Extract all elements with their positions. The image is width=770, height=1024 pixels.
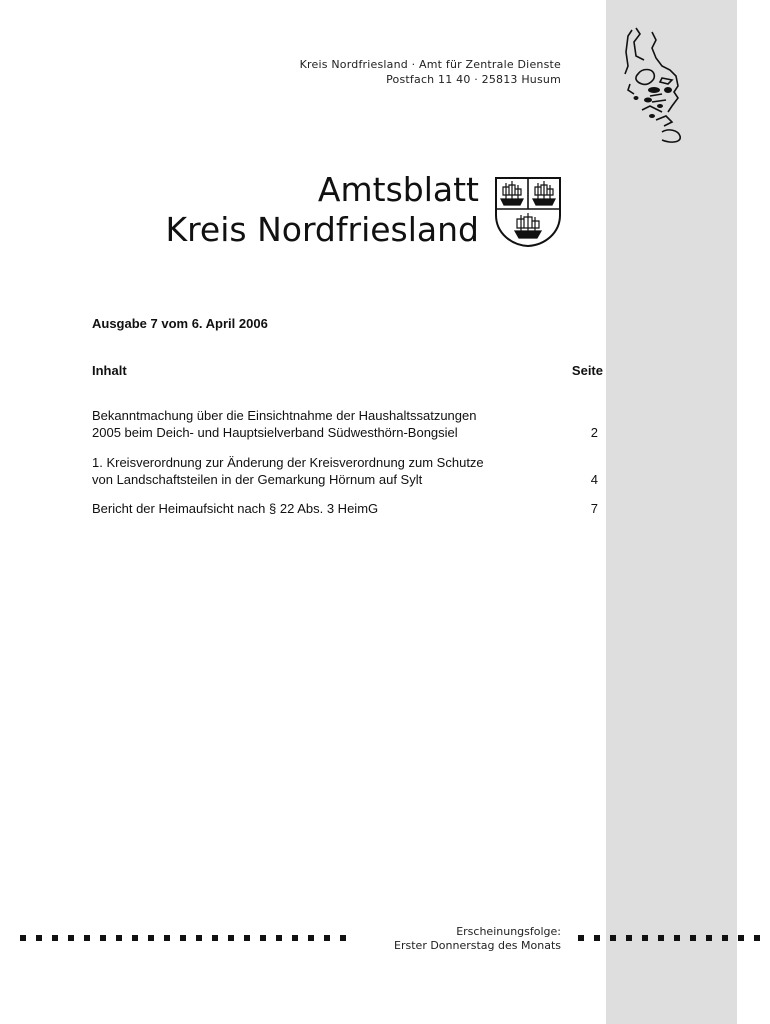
- square-bullet: [658, 935, 664, 941]
- square-bullet: [738, 935, 744, 941]
- square-bullet: [84, 935, 90, 941]
- square-bullet: [690, 935, 696, 941]
- square-bullet: [68, 935, 74, 941]
- footer-line-1: Erscheinungsfolge:: [456, 925, 561, 938]
- toc-entry-line: von Landschaftsteilen in der Gemarkung Hörnum auf Sylt: [92, 472, 423, 487]
- footer-line-2: Erster Donnerstag des Monats: [394, 939, 561, 952]
- coat-of-arms-icon: [493, 175, 563, 248]
- toc-entry[interactable]: [92, 454, 598, 488]
- square-bullet: [276, 935, 282, 941]
- square-bullet: [244, 935, 250, 941]
- square-bullet: [212, 935, 218, 941]
- square-bullet: [196, 935, 202, 941]
- toc-page-heading: Seite: [571, 363, 603, 378]
- sender-line-1: Kreis Nordfriesland · Amt für Zentrale Dienste: [299, 58, 561, 71]
- square-bullet: [324, 935, 330, 941]
- square-bullet: [722, 935, 728, 941]
- title-line-1: Amtsblatt: [317, 170, 479, 209]
- sender-address: [300, 57, 561, 87]
- square-bullet: [594, 935, 600, 941]
- grey-side-band: [606, 0, 737, 1024]
- square-bullet: [116, 935, 122, 941]
- square-bullet: [132, 935, 138, 941]
- toc-entry-line: Bericht der Heimaufsicht nach § 22 Abs. 3 HeimG: [92, 501, 379, 516]
- square-bullet: [100, 935, 106, 941]
- toc-entry-line: 2005 beim Deich- und Hauptsielverband Südwesthörn-Bongsiel: [92, 425, 458, 440]
- toc-entry-line: Bekanntmachung über die Einsichtnahme der Haushaltssatzungen: [92, 408, 477, 423]
- toc-entry-page: 4: [590, 472, 598, 487]
- issue-line: Ausgabe 7 vom 6. April 2006: [92, 316, 268, 331]
- square-bullet: [20, 935, 26, 941]
- document-title: [165, 170, 479, 250]
- square-bullet: [754, 935, 760, 941]
- square-bullet: [164, 935, 170, 941]
- title-line-2: Kreis Nordfriesland: [165, 210, 479, 249]
- square-bullet: [706, 935, 712, 941]
- square-bullet: [308, 935, 314, 941]
- square-bullet: [148, 935, 154, 941]
- toc-header: [92, 363, 603, 378]
- square-bullet: [610, 935, 616, 941]
- square-bullet: [36, 935, 42, 941]
- square-bullet: [340, 935, 346, 941]
- toc-entry-line: 1. Kreisverordnung zur Änderung der Kreisverordnung zum Schutze: [92, 455, 484, 470]
- toc-entry-page: 2: [590, 425, 598, 440]
- square-bullet: [260, 935, 266, 941]
- square-bullet: [578, 935, 584, 941]
- square-bullet: [228, 935, 234, 941]
- square-bullet: [180, 935, 186, 941]
- square-bullet: [292, 935, 298, 941]
- sender-line-2: Postfach 11 40 · 25813 Husum: [386, 73, 561, 86]
- toc-entry-page: 7: [590, 501, 598, 516]
- toc-heading: Inhalt: [92, 363, 127, 378]
- decorative-square-row-left: [20, 935, 356, 945]
- square-bullet: [674, 935, 680, 941]
- square-bullet: [642, 935, 648, 941]
- toc-entry[interactable]: [92, 407, 598, 441]
- decorative-square-row-right: [578, 935, 770, 945]
- publication-schedule: [394, 925, 561, 953]
- toc-entry[interactable]: [92, 500, 598, 517]
- square-bullet: [52, 935, 58, 941]
- nordfriesland-map-icon: [622, 26, 690, 150]
- square-bullet: [626, 935, 632, 941]
